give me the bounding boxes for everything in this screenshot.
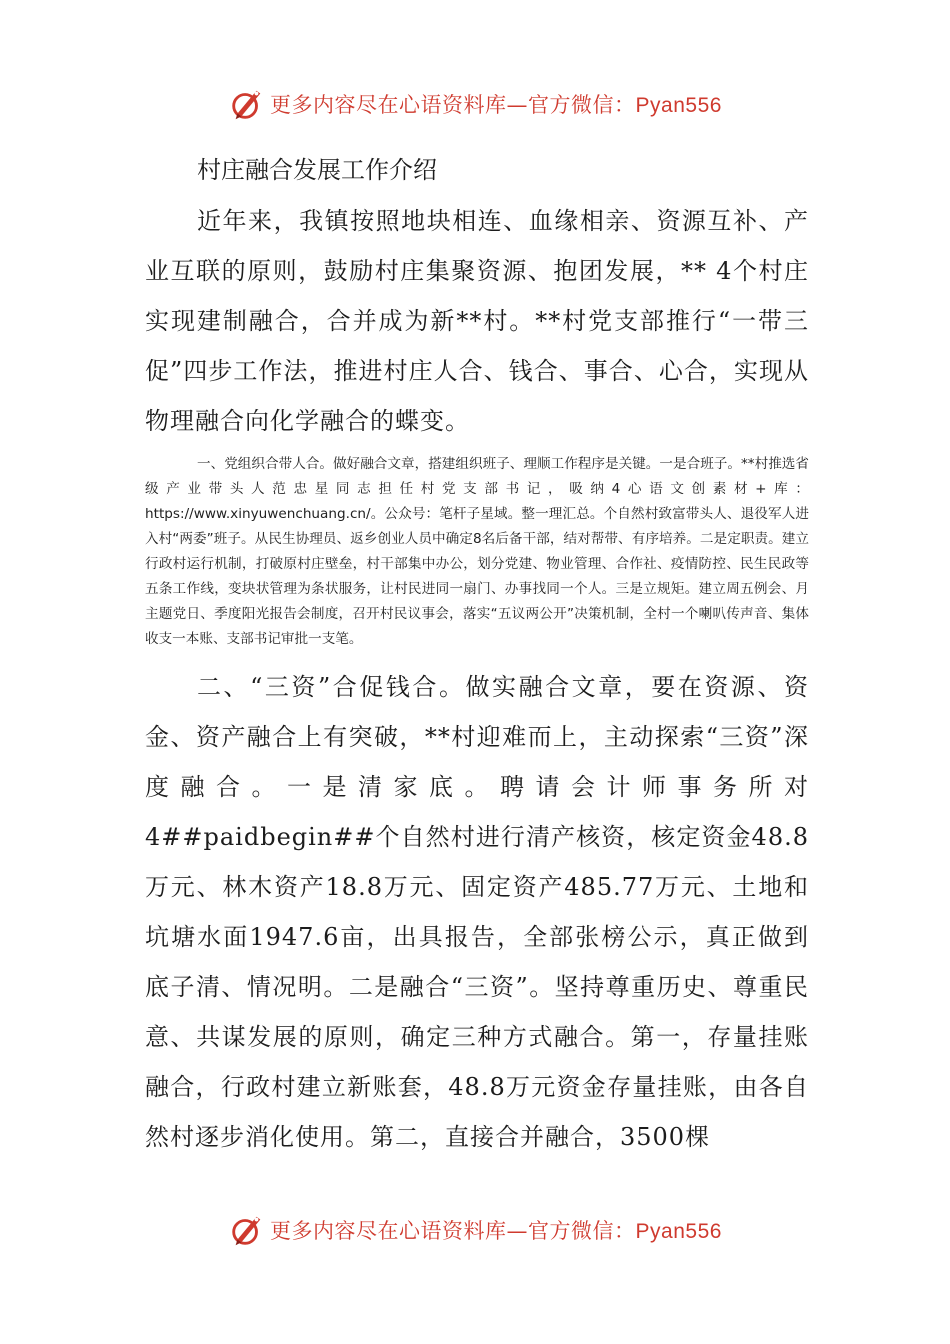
section-2-paragraph: 二、“三资”合促钱合。做实融合文章，要在资源、资金、资产融合上有突破，**村迎难而上，主动探索“三资”深度融合。一是清家底。聘请会计师事务所对4##paidbegin##个自然村进行清产核资，核定资金48.8万元、林木资产18.8万元、固定资产485.77万元、土地和坑塘水面1947.6亩，出具报告，全部张榜公示，真正做到底子清、情况明。二是融合“三资”。坚持尊重历史、尊重民意、共谋发展的原则，确定三种方式融合。第一，存量挂账融合，行政村建立新账套，48.8万元资金存量挂账，由各自然村逐步消化使用。第二，直接合并融合，3500棵 <box>145 673 809 1151</box>
pen-logo-icon <box>228 1211 266 1249</box>
intro-paragraph: 近年来，我镇按照地块相连、血缘相亲、资源互补、产业互联的原则，鼓励村庄集聚资源、抱团发展，** 4个村庄实现建制融合，合并成为新**村。**村党支部推行“一带三促”四步工作法，推进村庄人合、钱合、事合、心合，实现从物理融合向化学融合的蝶变。 <box>145 207 809 435</box>
footer-banner-label: 更多内容尽在心语资料库—官方微信： <box>270 1219 636 1243</box>
footer-banner <box>0 1210 950 1250</box>
header-wechat-id: Pyan556 <box>635 94 722 117</box>
header-banner-text <box>270 89 722 119</box>
document-title: 村庄融合发展工作介绍 <box>197 156 437 184</box>
header-banner <box>0 84 950 124</box>
header-banner-label: 更多内容尽在心语资料库—官方微信： <box>270 93 636 117</box>
footer-banner-text <box>270 1215 722 1245</box>
section-1-paragraph: 一、党组织合带人合。做好融合文章，搭建组织班子、理顺工作程序是关键。一是合班子。**村推选省级产业带头人范忠星同志担任村党支部书记，吸纳4心语文创素材+库：https://www.xinyuwenchuang.cn/。公众号：笔杆子星域。整一理汇总。个自然村致富带头人、退役军人进入村“两委”班子。从民生协理员、返乡创业人员中确定8名后备干部，结对帮带、有序培养。二是定职责。建立行政村运行机制，打破原村庄壁垒，村干部集中办公，划分党建、物业管理、合作社、疫情防控、民生民政等五条工作线，变块状管理为条状服务，让村民进同一扇门、办事找同一个人。三是立规矩。建立周五例会、月主题党日、季度阳光报告会制度，召开村民议事会，落实“五议两公开”决策机制，全村一个喇叭传声音、集体收支一本账、支部书记审批一支笔。 <box>145 456 809 647</box>
document-body <box>145 148 809 1162</box>
footer-wechat-id: Pyan556 <box>635 1220 722 1243</box>
pen-logo-icon <box>228 85 266 123</box>
